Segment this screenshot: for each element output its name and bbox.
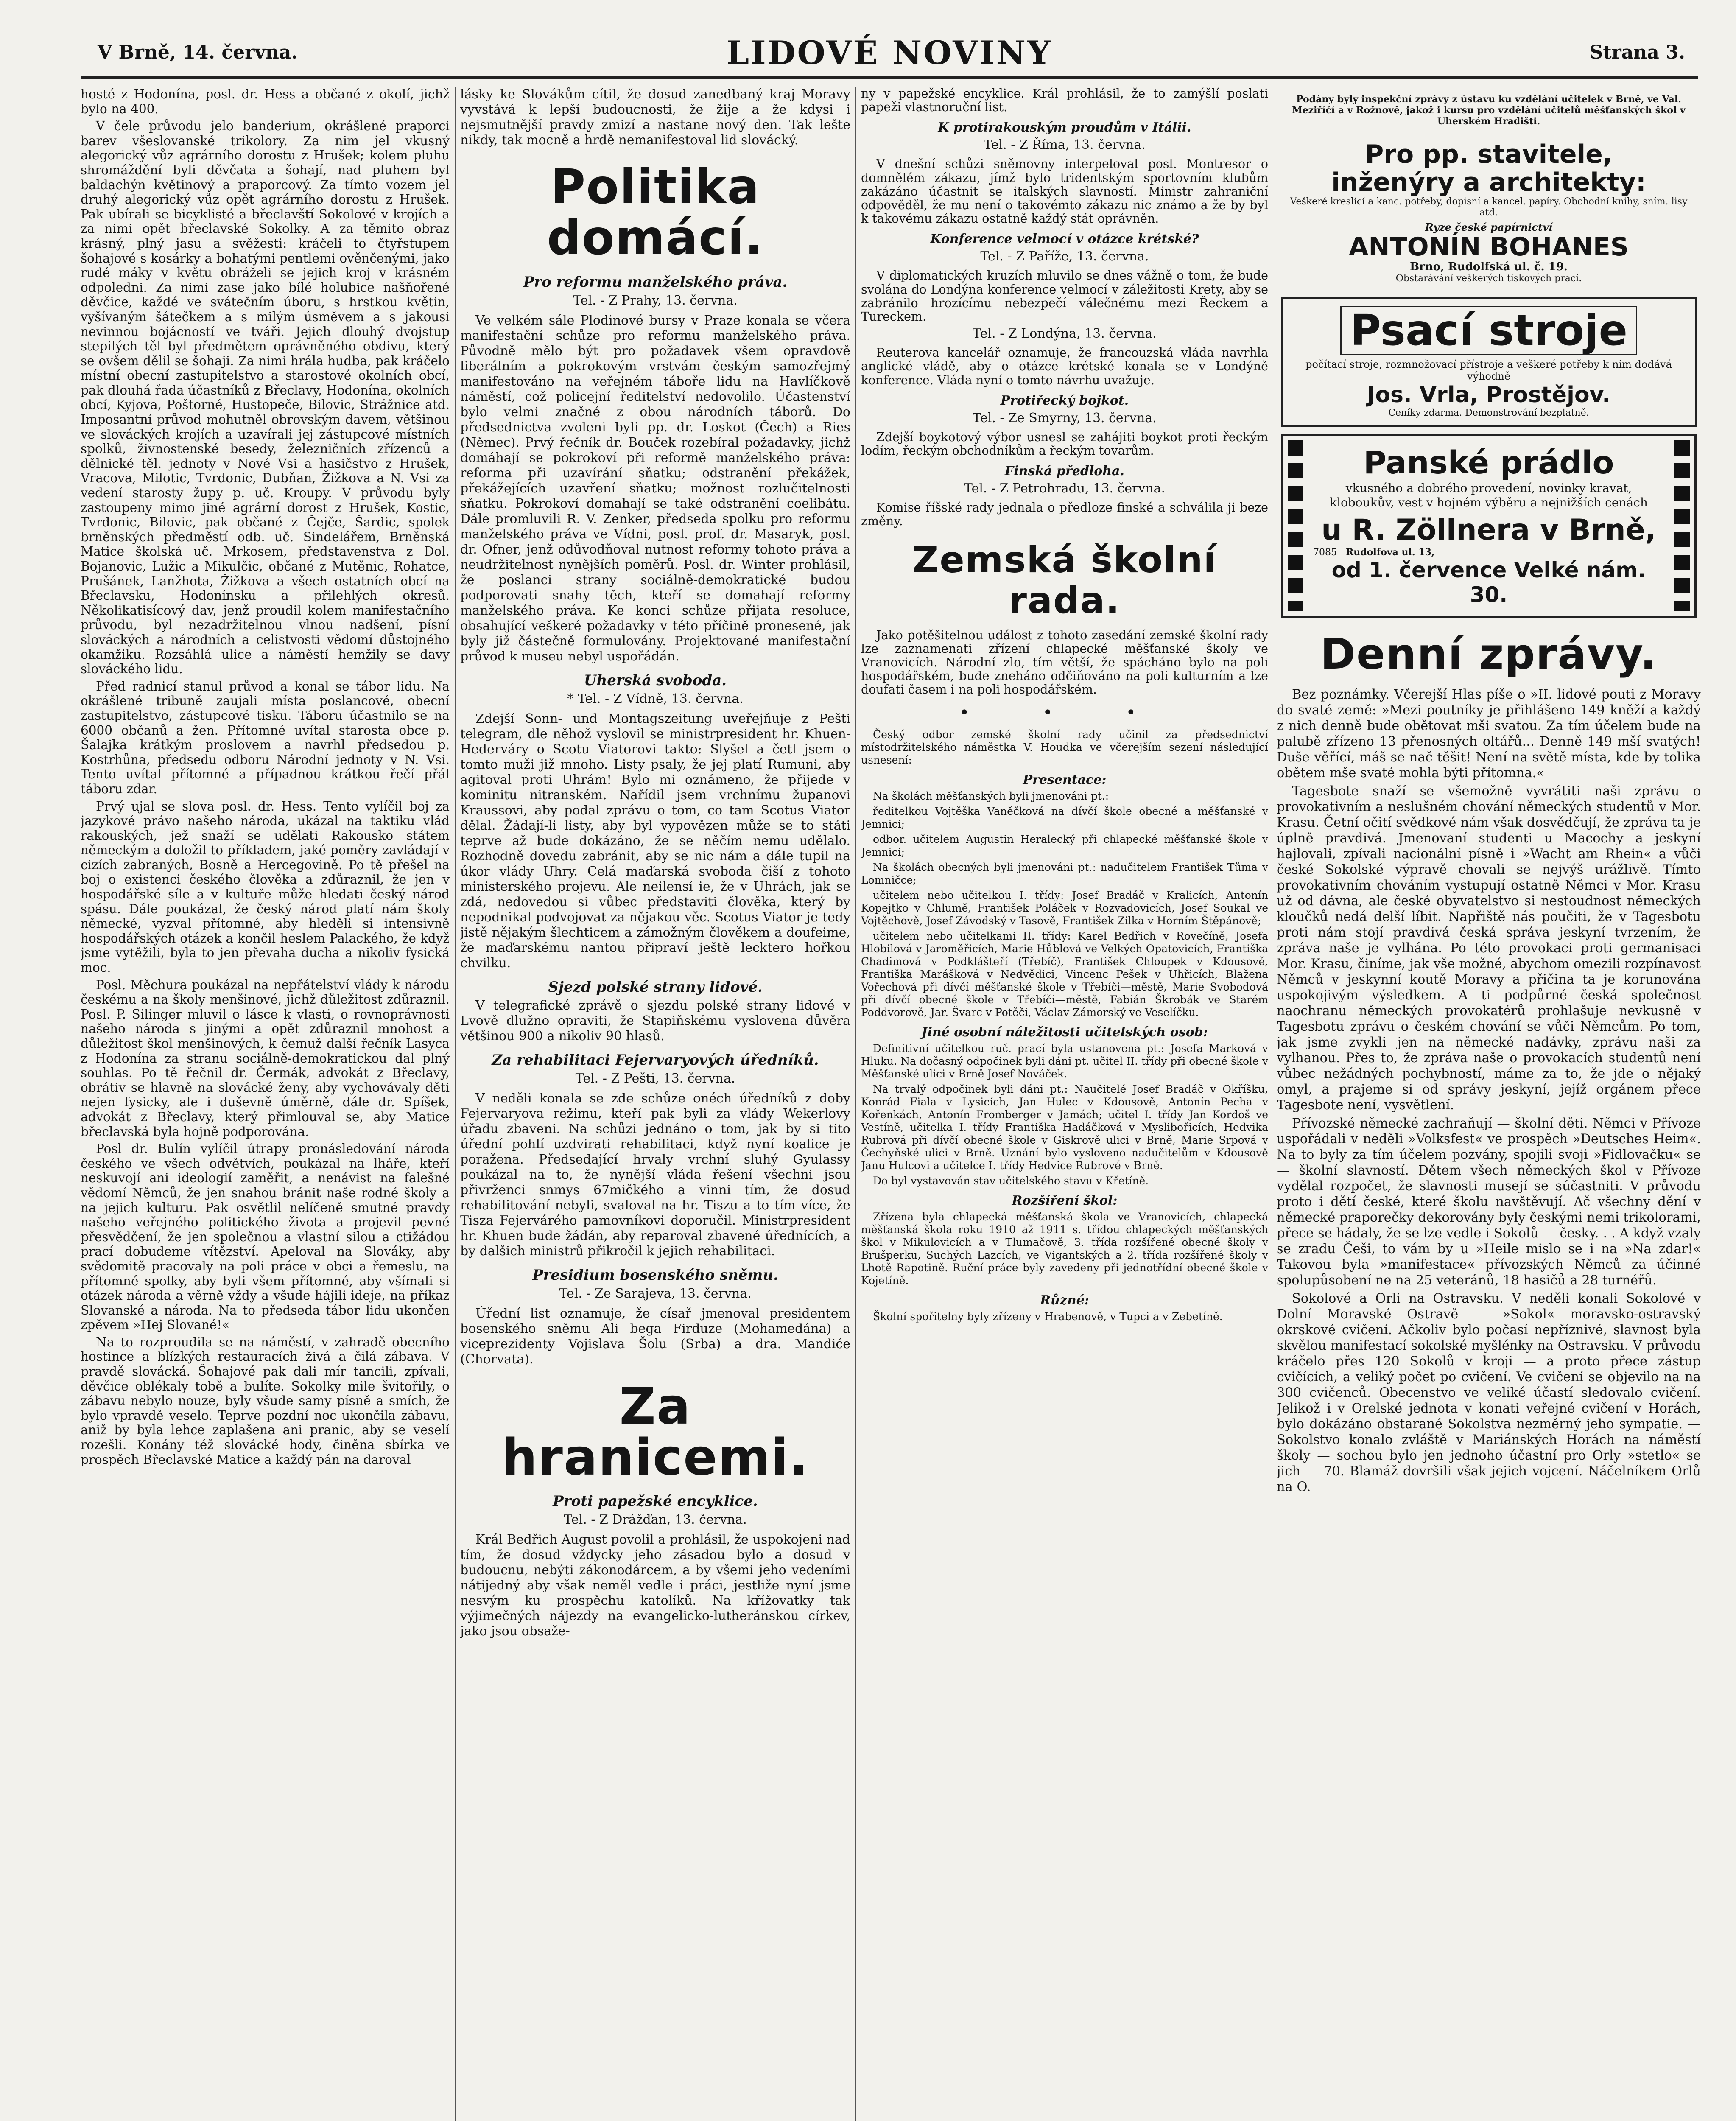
dateline: Tel. - Z Pešti, 13. června. xyxy=(575,1071,735,1086)
article-title: K protirakouským proudům v Itálii. xyxy=(938,120,1191,135)
article-paragraph: Zdejší boykotový výbor usnesl se zahájiti boykot proti řeckým lodím, řeckým obchodníkům a řeckým tovarům. xyxy=(861,430,1268,458)
article-paragraph: Sokolové a Orli na Ostravsku. V neděli konali Sokolové v Dolní Moravské Ostravě — »Sokol« moravsko-ostravský okrskové cvičení. Ačkoliv bylo počasí nepříznivé, slavnost byla skvělou manifestací sokolské myšlénky na Ostravsku. V průvodu kráčelo přes 120 Sokolů v kroji — a proto přece zástup cvičících, a veliký počet po cvičení. Ve cvičení se objevilo na na 300 cvičenců. Obecenstvo ve veliké účastí sledovalo cvičení. Jelikož i v Orelské jednota v konati veřejné cvičení v Horách, bylo dokázáno obstarané Sokolstva nezměrný jeho sympatie. — Sokolstvo konalo zvláště v Mariánských Horách na náměstí školy — sochou bylo jen jednoho účastní pro Orly »stetlo« se jich — 70. Blamáž dovršili však jejich vojcení. Náčelníkem Orlů na O. xyxy=(1277,1291,1701,1494)
ad-text: Veškeré kreslící a kanc. potřeby, dopisní a kancel. papíry. Obchodní knihy, sním. lisy atd. xyxy=(1290,196,1688,218)
article-paragraph: Tagesbote snaží se všemožně vyvrátiti naši zprávu o provokativním a neslušném chování německých studentů v Mor. Krasu. Četní očití svědkové nám však dosvědčují, že zpráva ta je úplně pravdivá. Jmenovaní studenti u Macochy a jeskyní hajlovali, zpívali nacionální písně i »Wacht am Rhein« a vůči české Sokolské výpravě chovali se nejvýš urážlivě. Tímto provokativním chováním vystupují ostatně Němci v Mor. Krasu už od dávna, ale české obyvatelstvo si nestoudnost německých kloučků nedá delší líbit. Napřiště nás poučiti, že v Tagesbotu proti nám stojí pravdivá česká správa jeskyní tvrzením, že zpráva naše je vylhána. Po této provokaci proti germanisaci Mor. Krasu, činíme, jak vše možné, abychom omezili rozpínavost Němců v jeskynní koutě Moravy a přičina ta je korunována uspokojivým výsledkem. A ti podpůrné česká společnost naochranu německých provokatérů prohlašuje nevkusně v Tagesbotu zprávu o českém chování se vůči Němcům. Po tom, jak jsme zvykli jen na německé nadávky, zprávu naši za vylhanou. Přes to, že zpráva naše o provokacích studentů není vůbec nežádných pochybností, máme za to, že jde o nějaký omyl, a prajeme si od správy jeskyní, jejíž orgánem přece Tagesbote není, vysvětlení. xyxy=(1277,784,1701,1113)
ad-headline: Psací stroje xyxy=(1340,306,1637,355)
notice-text: Podány byly inspekční zprávy z ústavu ku vzdělání učitelek v Brně, ve Val. Meziříčí a v Rožnově, jakož i kursu pro vzdělání učitelů měšťanských škol v Uherském Hradišti. xyxy=(1292,94,1686,127)
article-title: Proti papežské encyklice. xyxy=(553,1493,758,1510)
dateline: Tel. - Ze Smyrny, 13. června. xyxy=(973,410,1157,425)
article-paragraph: Zřízena byla chlapecká měšťanská škola ve Vranovicích, chlapecká měšťanská škola roku 1910 až 1911 s. třídou chlapeckých měšťanských škol v Mikulovicích a v Tlumačově, 3. třída rozšířené obecné školy v Brušperku, Suchých Lazcích, ve Vigantských a 2. třída rozšířené školy v Lhotě Rapotině. Ruční práce byly zavedeny při jednotřídní obecné škole v Kojetíně. xyxy=(861,1210,1268,1287)
article-paragraph: Úřední list oznamuje, že císař jmenoval presidentem bosenského sněmu Ali bega Firduze (Mohamedána) a viceprezidenty Vojislava Šolu (Srba) a dra. Mandiće (Chorvata). xyxy=(460,1306,850,1367)
column-rule xyxy=(855,87,856,2121)
list-item: učitelem nebo učitelkami II. třídy: Karel Bedřich v Rovečíně, Josefa Hlobilová v Jaroměřicích, Marie Hůblová ve Velkých Opatovicích, Františka Chadimová v Podklášteří (Třebíč), František Chloupek v Kdousově, Františka Marášková v Nedvědici, Vincenc Pešek v Uhřicích, Blažena Vořechová při dívčí měšťanské škole v Třebíči—městě, Marie Svobodová při dívčí obecné škole v Třebíči—městě, Fabián Škrobák ve Starém Poddvorově, Jar. Švarc v Potěči, Václav Zámorský ve Veselíčku. xyxy=(861,929,1268,1019)
masthead xyxy=(81,30,1698,79)
ad-headline: Pro pp. stavitele, xyxy=(1365,140,1613,169)
article-title: Rozšíření škol: xyxy=(1012,1193,1118,1208)
dateline: Tel. - Z Říma, 13. června. xyxy=(984,137,1146,153)
article-title: Finská předloha. xyxy=(1004,464,1124,479)
article-paragraph: V čele průvodu jelo banderium, okrášlené praporci barev všeslovanské trikolory. Za nim jel vkusný alegorický vůz agrárního dorostu z Hrušek; kolem pluhu shromáždění byli děvčata a šohají, nad pluhem byl baldachýn květinový a praporcový. Za tímto vozem jel druhý alegorický vůz opět agrárního dorostu z Hrušek. Pak ubírali se bicyklisté a břeclavští Sokolové v krojích a za nimi opět břeclavské Sokolky. A za těmito obraz krásný, plný jasu a svěžesti: kráčeli to čtyřstupem šohajové s kosárky a bohatými pentlemi ověnčenými, jako rudé máky v květu obráželi se jejich kroj v krásném odpoledni. Za nimi zase jako bílé holubice našňořené děvčice, každé ve svátečním úboru, s hrstkou květin, vyšívaným šátečkem a s milým úsměvem a s jakousi nevinnou bojácností ve tváři. Jejich dlouhý dvojstup stepilých těl byl předmětem oprávněného obdivu, který se ovšem dělil se šohaji. Za nimi hrála hudba, pak kráčelo místní obecní zastupitelstvo a starostové okolních obcí, pak dlouhá řada účastníků z Břeclavy, Hodonína, okolních obcí, Kyjova, Poštorné, Hustopeče, Bilovic, Strážnice atd. Imposantní průvod mohutněl obrovským davem, většinou ve slováckých krojích a uzavírali jej zástupcové místních spolků, živnostenské besedy, železničních zřízenců a dělnické těl. jednoty v Nové Vsi a hasičstvo z Hrušek, Vracova, Milotic, Tvrdonic, Dubňan, Žižkova a N. Vsi za vedení starosty župy p. uč. Kroupy. V průvodu byly zastoupeny mimo jiné agrární dorost z Hrušek, Kostic, Tvrdonic, Bilovic, pak občané z Čejče, Šardic, spolek brněnských předměstí odb. uč. Sindelářem, Brněnská Matice školská uč. Mrkosem, představenstva z Dol. Bojanovic, Lužic a Mikulčic, občané z Mutěnic, Rohatce, Prušánek, Lanžhota, Žižkova a všech ostatních obcí na Břeclavsku, Hodonínsku a přilehlých okresů. Několikatisícový dav, jenž proudil kolem manifestačního průvodu, byl nezadržitelnou vlnou nadšení, písní slováckých a národních a celistvosti vědomí důstojného okamžiku. Rozsáhlá ulice a náměstí hemžily se davy slováckého lidu. xyxy=(81,119,450,677)
dateline: Tel. - Z Petrohradu, 13. června. xyxy=(964,481,1166,496)
ad-company-name: Jos. Vrla, Prostějov. xyxy=(1367,382,1611,408)
article-paragraph: Přívozské německé zachraňují — školní děti. Němci v Přívoze uspořádali v neděli »Volksfest« ve prospěch »Deutsches Heim«. Na to byly za tím účelem pozvány, spojili svoji »Fidlovačku« se — školní slavností. Dětem všech německých škol v Přívoze vydělal rozpočet, že slavnosti musejí se súčastniti. V průvodu proto i dětí české, které školu navštěvují. Ač všechny dění v německé praporečky dekorovány byly českými nemi trikolorami, přece se hádaly, že se lze vedle i Sokolů — česky. . . A když vzaly se zradu Češi, to vám by u »Heile mislo se i na »Na zdar!« Takovou byla »manifestace« přívozských Němců za účinné spolupůsobení ne na 25 veteránů, 18 hasičů a 28 turnéřů. xyxy=(1277,1116,1701,1288)
column-4 xyxy=(1277,87,1701,2121)
article-paragraph: Zdejší Sonn- und Montagszeitung uveřejňuje z Pešti telegram, dle něhož vyslovil se ministrpresident hr. Khuen-Hederváry o Scotu Viatorovi takto: Slyšel a četl jsem o tomto muži již mnoho. Listy psaly, že jej platí Rumuni, aby agitoval proti Uhrám! Bylo mi oznámeno, že přijede v kominitu nitranském. Nařídil jsem vrchnímu županovi Kraussovi, aby podal zprávu o tom, co tam Scotus Viator dělal. Žádají-li listy, aby byl vypovězen může se to státi teprve až bude dokázáno, že se něčím nemu udělalo. Rozhodně dovedu zabránit, aby se nic nám a dále tupil na úkor vlády Uhry. Celá maďarská svoboda čiší z tohoto ministerského projevu. Ale neilensí ie, že v Uhrách, jak se zdá, nedovedou si vůbec představiti člověka, který by nepodnikal podvojovat za nějakou věc. Scotus Viator je tedy jistě nějakým šlechticem a zámožným člověkem a doufeime, že maďarskému nantou připraví ještě lecktero hořkou chvilku. xyxy=(460,711,850,971)
article-paragraph: V diplomatických kruzích mluvilo se dnes vážně o tom, že bude svolána do Londýna konference velmocí v záležitosti Krety, aby se zabránilo hrozícímu nebezpečí válečnému mezi Řeckem a Tureckem. xyxy=(861,269,1268,324)
dateline: Tel. - Z Londýna, 13. června. xyxy=(973,326,1157,341)
section-heading-skolni-rada: Zemská školní rada. xyxy=(912,538,1217,622)
column-1 xyxy=(81,87,450,2121)
dateline: Tel. - Z Prahy, 13. června. xyxy=(573,293,738,308)
section-heading-denni-zpravy: Denní zprávy. xyxy=(1320,629,1658,679)
list-item: Definitivní učitelkou ruč. prací byla ustanovena pt.: Josefa Marková v Hluku. Na dočasný odpočinek byli dáni pt. učitel II. třídy při obecné škole v Měšťanské ulici v Brně Josef Nováček. xyxy=(861,1042,1268,1080)
article-paragraph: Reuterova kancelář oznamuje, že francouzská vláda navrhla anglické vládě, aby o otázce krétské konala se v Londýně konference. Vláda nyní o tomto návrhu uvažuje. xyxy=(861,346,1268,387)
article-title: Protiřecký bojkot. xyxy=(1000,393,1129,408)
section-heading-hranice: Za hranicemi. xyxy=(501,1377,809,1486)
article-title: Presidium bosenského sněmu. xyxy=(532,1267,778,1284)
article-title: Za rehabilitaci Fejervaryových úředníků. xyxy=(492,1052,819,1069)
ad-text: Ceníky zdarma. Demonstrování bezplatně. xyxy=(1388,408,1589,418)
article-paragraph: lásky ke Slovákům cítil, že dosud zanedbaný kraj Moravy vyvstává k lepší budoucnosti, že žije a že kdysi i nejsmutnější pravdy zmizí a nastane nový den. Tak lešte nikdy, tak mocně a hrdě nemanifestoval lid slovácký. xyxy=(460,87,850,148)
article-paragraph: Ve velkém sále Plodinové bursy v Praze konala se včera manifestační schůze pro reformu manželského práva. Původně mělo být pro požadavek všem opravdově liberálním a pokrokovým vrstvám českým samozřejmý manifestováno na veřejném táboře lidu na Havlíčkově náměstí, což policejní ředitelství nedovolilo. Účastenství bylo velmi značné z obou národních táborů. Do předsednictva zvoleni byli pp. dr. Loskot (Čech) a Ries (Němec). Prvý řečník dr. Bouček rozebíral požadavky, jichž domáhají se pokrokoví při reformě manželského práva: reforma při uzavírání sňatku; odstranění překážek, překážejících uzavření sňatku; možnost rozlučitelnosti sňatku. Pokrokoví domahají se také odstranění coelibátu. Dále promluvili R. V. Zenker, předseda spolku pro reformu manželského práva ve Vídni, posl. prof. dr. Masaryk, posl. dr. Ofner, jenž odůvodňoval nutnost reformy tohoto práva a neudržitelnost nynějších poměrů. Posl. dr. Winter prohlásil, že poslanci strany sociálně-demokratické budou podporovati snahy těch, kteří se domahají reformy manželského práva. Ke konci schůze přijata resoluce, obsahující veškeré požadavky v této příčině pronesené, jak byly již částečně formulovány. Projektované manifestační průvod k museu nebyl uspořádán. xyxy=(460,313,850,664)
advertisement-bohanes xyxy=(1281,134,1697,291)
ad-text: Ryze české papírnictví xyxy=(1425,221,1553,233)
ad-company-name: ANTONÍN BOHANES xyxy=(1348,232,1629,262)
article-paragraph: Před radnicí stanul průvod a konal se tábor lidu. Na okrášlené tribuně zaujali místa poslancové, obecní zastupitelstvo, zástupcové tisku. Táboru účastnilo se na 6000 občanů a žen. Přítomné uvítal starosta obce p. Šalajka krátkým proslovem a navrhl předsedou p. Kostrhůna, předsedu odboru Národní jednoty v N. Vsi. Tento uvítal přítomné a případnou krátkou řečí přál táboru zdar. xyxy=(81,679,450,796)
list-item: učitelem nebo učitelkou I. třídy: Josef Bradáč v Kralicích, Antonín Kopejtko v Chlumě, František Poláček v Rozvadovicích, Josef Soukal ve Vojtěchově, Josef Závodský v Tasově, František Zilka v Horním Štěpánově; xyxy=(861,889,1268,927)
article-paragraph: Školní spořitelny byly zřízeny v Hrabenově, v Tupci a v Zebetíně. xyxy=(873,1310,1223,1323)
column-2 xyxy=(460,87,850,2121)
ad-address: Brno, Rudolfská ul. č. 19. xyxy=(1410,260,1568,273)
ad-headline: inženýry a architekty: xyxy=(1331,168,1646,197)
article-paragraph: Český odbor zemské školní rady učinil za předsednictví místodržitelského náměstka V. Houdka ve včerejším sezení následující usnesení: xyxy=(861,728,1268,766)
list-item: Na trvalý odpočinek byli dáni pt.: Naučitelé Josef Bradáč v Okříšku, Konrád Fiala v Lysicích, Jan Hulec v Kdousově, Antonín Pecha v Kořenkách, Antonín Fromberger v Jamách; učitel I. třídy Jan Kordoš ve Vestíně, učitelka I. třídy Františka Hadáčková v Myslibořicích, Hedvika Rubrová při dívčí obecné škole v Giskrově ulici v Brně, Marie Srpová v Čechyňské ulici v Brně. Uznání bylo vysloveno nadučitelům v Kdousově Janu Hulcovi a učitelce I. třídy Hedvice Rubrové v Brně. xyxy=(861,1083,1268,1172)
article-paragraph: Bez poznámky. Včerejší Hlas píše o »II. lidové pouti z Moravy do svaté země: »Mezi poutníky je přihlášeno 149 kněží a každý z nich denně bude obětovat mši svatou. Za tím účelem bude na palubě zřízeno 13 přenosných oltářů... Denně 149 mší svatých! Duše věřící, máš se nač těšit! Není na světě místa, kde by tolika obětem mše svaté mohla býti přítomna.« xyxy=(1277,687,1701,781)
issue-date: V Brně, 14. června. xyxy=(98,42,298,63)
list-item: ředitelkou Vojtěška Vaněčková na dívčí škole obecné a měšťanské v Jemnici; xyxy=(861,805,1268,830)
ad-text: Obstarávání veškerých tiskových prací. xyxy=(1395,273,1582,284)
column-3 xyxy=(861,87,1268,2121)
section-heading-politika: Politika domácí. xyxy=(547,159,764,266)
newspaper-title: LIDOVÉ NOVINY xyxy=(726,34,1052,72)
article-paragraph: Na to rozproudila se na náměstí, v zahradě obecního hostince a blízkých restauracích živá a čilá zábava. V pravdě slovácká. Šohajové pak dali mír tancili, zpívali, děvčice oblékaly tobě a bulíte. Sokolky mile švitořily, o zábavu nebylo nouze, byly všude samy písně a smích, že bylo vpravdě veselo. Teprve pozdní noc ukončila zábavu, aniž by byla lehce zaplašena ani pranic, aby se veselí rozešli. Konány též slovácké hody, činěna sbírka ve prospěch Břeclavské Matice a každý pán na daroval xyxy=(81,1335,450,1467)
column-rule xyxy=(455,87,456,2121)
list-item: odbor. učitelem Augustin Heralecký při chlapecké měšťanské škole v Jemnici; xyxy=(861,833,1268,858)
dateline: Tel. - Z Paříže, 13. června. xyxy=(980,249,1149,264)
article-paragraph: Král Bedřich August povolil a prohlásil, že uspokojeni nad tím, že dosud vždycky jeho zásadou bylo a dosud v budoucnu, nebýti zákonodárcem, a by všemi jeho vedeními nátijedný aby však neměl vedle i práci, jestliže nyní jsme nesvým ku prospěchu katolíků. Na křížovatky tak výjimečných nájezdy na evangelicko-lutheránskou církev, jako jsou obsaže- xyxy=(460,1532,850,1639)
dateline: Tel. - Ze Sarajeva, 13. června. xyxy=(559,1286,752,1301)
article-paragraph: hosté z Hodonína, posl. dr. Hess a občané z okolí, jichž bylo na 400. xyxy=(81,87,450,116)
article-title: Pro reformu manželského práva. xyxy=(523,274,788,291)
article-paragraph: Posl. Měchura poukázal na nepřátelství vlády k národu českému a na školy menšinové, jichž důležitost zdůraznil. Posl. P. Silinger mluvil o lásce k vlasti, o rovnoprávnosti našeho národa s jinými a opět zdůraznil mnohost a důležitost škol menšinových, k čemuž další řečník Lasyca z Hodonína za stranu sociálně-demokratickou dal plný souhlas. Po tě řečnil dr. Čermák, advokát z Břeclavy, obrátiv se hlavně na slovácké ženy, aby vychovávaly děti nejen fysicky, ale i duševně úměrně, dále dr. Spíšek, advokát z Břeclavy, který přimlouval se, aby Matice břeclavská byla hojně podporována. xyxy=(81,977,450,1139)
list-item: Na školách obecných byli jmenováni pt.: nadučitelem František Tůma v Lomničce; xyxy=(861,861,1268,886)
decorative-bars xyxy=(1288,440,1303,611)
advertisement-panske-pradlo xyxy=(1281,434,1697,618)
decorative-bars xyxy=(1674,440,1690,611)
separator-dots: • • • xyxy=(959,702,1170,722)
article-title: Sjezd polské strany lidové. xyxy=(548,979,763,996)
ad-company-name: u R. Zöllnera v Brně, xyxy=(1321,513,1656,547)
article-paragraph: Prvý ujal se slova posl. dr. Hess. Tento vylíčil boj za jazykové právo našeho národa, ukázal na taktiku vlád rakouských, jež snaží se udělati Rakousko státem německým a doložil to příkladem, jaké poměry zavládají v cizích zabraných, Bosně a Hercegovině. Po tě přešel na boj o existenci českého člověka a zdůraznil, že jen v hospodářské síle a v kultuře může hledati český národ spásu. Dále poukázal, že český národ platí nám školy německé, vyzval přítomné, aby hleděli si intensivně hospodářských otázek a končil heslem Palackého, že když jsme vytěžili, byla to jen převaha ducha a nikoliv fysická moc. xyxy=(81,799,450,975)
article-paragraph: V dnešní schůzi sněmovny interpeloval posl. Montresor o domnělém zákazu, jímž bylo tridentským sportovním klubům zakázáno účastnit se italských slavností. Ministr zahraniční odpověděl, že mu není o takovémto zákazu nic známo a že by byl k takovému zákazu ostatně každý stát oprávněn. xyxy=(861,157,1268,226)
advertisement-psaci-stroje xyxy=(1281,297,1697,427)
page-number: Strana 3. xyxy=(1589,42,1685,63)
article-title: Uherská svoboda. xyxy=(584,672,727,689)
ad-headline: Panské prádlo xyxy=(1363,445,1614,481)
list-item: Na školách měšťanských byli jmenováni pt.: xyxy=(873,789,1109,802)
ad-text: počítací stroje, rozmnožovací přístroje a veškeré potřeby k nim dodává výhodně xyxy=(1305,358,1672,382)
notice-inspekce xyxy=(1281,94,1697,127)
article-title: Jiné osobní náležitosti učitelských osob: xyxy=(921,1024,1208,1040)
article-paragraph: Komise říšské rady jednala o předloze finské a schválila ji beze změny. xyxy=(861,501,1268,529)
ad-code: 7085 xyxy=(1313,547,1337,558)
dateline: * Tel. - Z Vídně, 13. června. xyxy=(567,691,744,706)
ad-address: Rudolfova ul. 13, xyxy=(1345,547,1435,558)
article-paragraph: V telegrafické zprávě o sjezdu polské strany lidové v Lvově dlužno opraviti, že Stapiňskému vyslovena důvěra většinou 900 a nikoliv 90 hlasů. xyxy=(460,998,850,1044)
ad-address: od 1. července Velké nám. 30. xyxy=(1331,558,1646,607)
list-item: Do byl vystavován stav učitelského stavu v Křetíně. xyxy=(873,1174,1149,1187)
article-paragraph: ny v papežské encyklice. Král prohlásil, že to zamýšlí poslati papeži vlastnoruční list. xyxy=(861,87,1268,115)
dateline: Tel. - Z Drážďan, 13. června. xyxy=(564,1512,747,1527)
article-paragraph: Posl dr. Bulín vylíčil útrapy pronásledování národa českého ve všech odvětvích, poukázal na lháře, kteří neskuvojí ani ideologií zaměřit, a nenávist na falešné vědomí Němců, že jen snahou bránit naše rodné školy a na jejich kulturu. Pak osvětlil nelíčeně smutné pravdy našeho veřejného politického života a projevil pevné přesvědčení, že jen společnou a vlastní silou a ctižádou prací dobudeme vítězství. Apeloval na Slováky, aby svědomitě pracovaly na poli práce v obci a řemeslu, na přítomné spolky, aby byli všem přítomné, aby všímali si otázek národa a věrně vždy a všude hájili ideje, na příkaz Slovanské a národa. Na to předseda tábor lidu ukončen zpěvem »Hej Slované!« xyxy=(81,1142,450,1332)
article-paragraph: V neděli konala se zde schůze onéch úředníků z doby Fejervaryova režimu, kteří pak byli za vlády Wekerlovy úřadu zbaveni. Na schůzi jednáno o tom, jak by si tito úřední pohlí uzdvirati rehabilitaci, když nyní koalice je poražena. Předsedající hrvaly vrchní sluhý Gyulassy poukázal na to, že nynější vláda řešení všechni jsou přivrženci snmys 67mičkého a vinni tím, že dosud rehabilitování nebyli, svaloval na hr. Tiszu a to tím více, že Tisza Fejervárého pamovníkovi doporučil. Ministrpresident hr. Khuen bude žádán, aby reparoval zbavené úřednících, a by dalšich ministrů přikročil k jejich rehabilitaci. xyxy=(460,1091,850,1259)
ad-text: vkusného a dobrého provedení, novinky kravat, kloboukův, vest v hojném výběru a nejnižších cenách xyxy=(1330,481,1648,509)
article-title: Konference velmocí v otázce krétské? xyxy=(930,232,1199,247)
article-title: Různé: xyxy=(1040,1293,1089,1308)
article-title: Presentace: xyxy=(1023,772,1107,787)
article-paragraph: Jako potěšitelnou událost z tohoto zasedání zemské školní rady lze zaznamenati zřízení chlapecké měšťanské školy ve Vranovicích. Národní zlo, tím větší, že spácháno bylo na poli hospodářském, bude zneháno odčiňováno na poli kulturním a lze doufati časem i na poli hospodářském. xyxy=(861,628,1268,697)
